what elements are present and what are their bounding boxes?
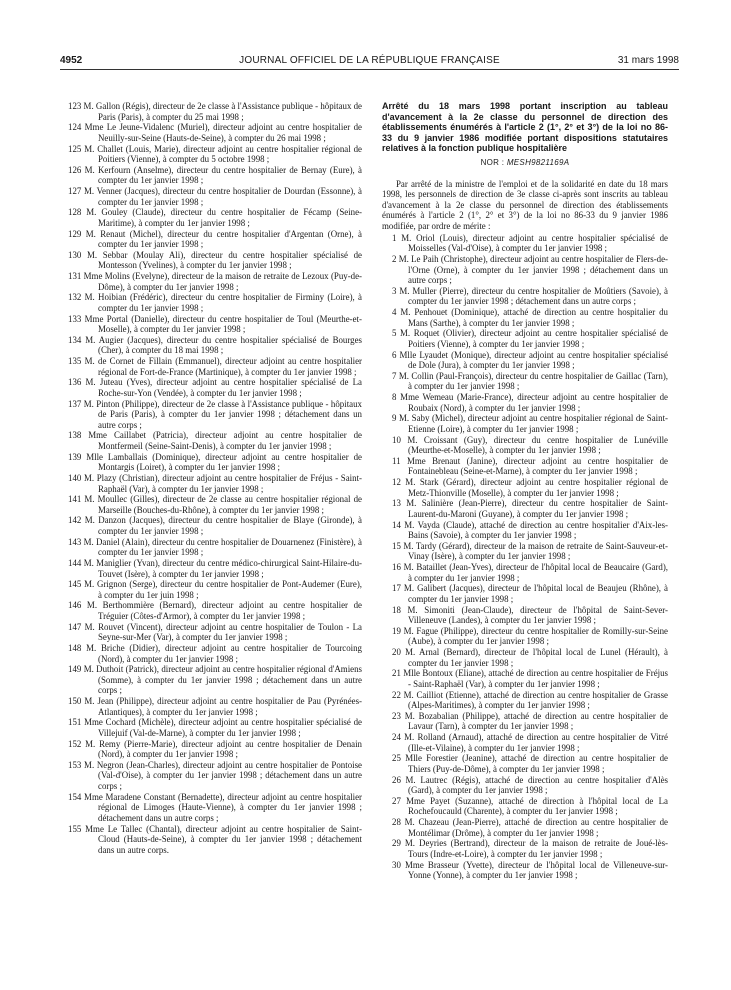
list-item: 17 M. Galibert (Jacques), directeur de l'hôpital local de Beaujeu (Rhône), à compter du 1er janvier 1998 ; xyxy=(392,583,668,604)
nor-reference xyxy=(382,158,668,169)
list-item: 144 M. Maniglier (Yvan), directeur du centre médico-chirurgical Saint-Hilaire-du-Touvet (Isère), à compter du 1er janvier 1998 ; xyxy=(68,557,362,579)
list-item: 125 M. Challet (Louis, Marie), directeur adjoint au centre hospitalier régional de Poitiers (Vienne), à compter du 5 octobre 1998 ; xyxy=(68,143,362,165)
list-item: 138 Mme Caillabet (Patricia), directeur adjoint au centre hospitalier de Montfermeil (Seine-Saint-Denis), à compter du 1er janvier 1998 ; xyxy=(68,430,362,451)
list-item: 129 M. Renaut (Michel), directeur du centre hospitalier d'Argentan (Orne), à compter du 1er janvier 1998 ; xyxy=(68,228,362,250)
list-item: 134 M. Augier (Jacques), directeur du centre hospitalier spécialisé de Bourges (Cher), à compter du 18 mai 1998 ; xyxy=(68,334,362,356)
list-item: 131 Mme Molins (Evelyne), directeur de la maison de retraite de Lezoux (Puy-de-Dôme), à compter du 1er janvier 1998 ; xyxy=(68,271,362,292)
list-item: 19 M. Fague (Philippe), directeur du centre hospitalier de Romilly-sur-Seine (Aube), à compter du 1er janvier 1998 ; xyxy=(392,625,668,647)
list-item: 147 M. Rouvet (Vincent), directeur adjoint au centre hospitalier de Toulon - La Seyne-sur-Mer (Var), à compter du 1er janvier 1998 ; xyxy=(68,621,362,643)
list-item: 6 Mlle Lyaudet (Monique), directeur adjoint au centre hospitalier spécialisé de Dole (Jura), à compter du 1er janvier 1998 ; xyxy=(392,349,668,371)
left-column xyxy=(68,101,362,855)
list-item: 28 M. Chazeau (Jean-Pierre), attaché de direction au centre hospitalier de Montélimar (Drôme), à compter du 1er janvier 1998 ; xyxy=(392,817,668,838)
page-number: 4952 xyxy=(60,55,83,66)
issue-date: 31 mars 1998 xyxy=(617,55,679,66)
list-item: 15 M. Tardy (Gérard), directeur de la maison de retraite de Saint-Sauveur-et-Vinay (Isère), à compter du 1er janvier 1998 ; xyxy=(392,540,668,562)
list-item: 130 M. Sebbar (Moulay Ali), directeur du centre hospitalier spécialisé de Montesson (Yvelines), à compter du 1er janvier 1998 ; xyxy=(68,249,362,271)
list-item: 127 M. Venner (Jacques), directeur du centre hospitalier de Dourdan (Essonne), à compter du 1er janvier 1998 ; xyxy=(68,186,362,207)
list-item: 141 M. Moullec (Gilles), directeur de 2e classe au centre hospitalier régional de Marseille (Bouches-du-Rhône), à compter du 1er janvier 1998 ; xyxy=(68,494,362,515)
list-item: 3 M. Muller (Pierre), directeur du centre hospitalier de Moûtiers (Savoie), à compter du 1er janvier 1998 ; détachement dans un autre corps ; xyxy=(392,285,668,307)
list-item: 149 M. Duthoit (Patrick), directeur adjoint au centre hospitalier régional d'Amiens (Somme), à compter du 1er janvier 1998 ; détachement dans un autre corps ; xyxy=(68,664,362,696)
list-item: 146 M. Berthommière (Bernard), directeur adjoint au centre hospitalier de Tréguier (Côtes-d'Armor), à compter du 1er janvier 1998 ; xyxy=(68,600,362,621)
arrete-intro: Par arrêté de la ministre de l'emploi et de la solidarité en date du 18 mars 1998, les personnels de direction de 3e classe ci-après sont inscrits au tableau d'avancement à la 2e classe du personnel de direction des établissements énumérés à l'article 2 (1°, 2° et 3°) de la loi no 86-33 du 9 janvier 1986 modifiée, par ordre de mérite : xyxy=(382,178,668,232)
list-item: 136 M. Juteau (Yves), directeur adjoint au centre hospitalier spécialisé de La Roche-sur-Yon (Vendée), à compter du 1er janvier 1998 ; xyxy=(68,377,362,398)
right-column xyxy=(382,101,668,881)
list-item: 14 M. Vayda (Claude), attaché de direction au centre hospitalier d'Aix-les-Bains (Savoie), à compter du 1er janvier 1998 ; xyxy=(392,519,668,541)
list-item: 142 M. Danzon (Jacques), directeur du centre hospitalier de Blaye (Gironde), à compter du 1er janvier 1998 ; xyxy=(68,515,362,536)
list-item: 21 Mlle Bontoux (Eliane), attaché de direction au centre hospitalier de Fréjus - Saint-Raphaël (Var), à compter du 1er janvier 1998 ; xyxy=(392,668,668,689)
list-item: 150 M. Jean (Philippe), directeur adjoint au centre hospitalier de Pau (Pyrénées-Atlantiques), à compter du 1er janvier 1998 ; xyxy=(68,696,362,717)
list-item: 124 Mme Le Jeune-Vidalenc (Muriel), directeur adjoint au centre hospitalier de Neuilly-sur-Seine (Hauts-de-Seine), à compter du 26 mai 1998 ; xyxy=(68,122,362,143)
journal-title: JOURNAL OFFICIEL DE LA RÉPUBLIQUE FRANÇAISE xyxy=(239,55,500,66)
list-item: 132 M. Hoibian (Frédéric), directeur du centre hospitalier de Firminy (Loire), à compter du 1er janvier 1998 ; xyxy=(68,292,362,313)
list-item: 4 M. Penhouet (Dominique), attaché de direction au centre hospitalier du Mans (Sarthe), à compter du 1er janvier 1998 ; xyxy=(392,307,668,328)
list-item: 140 M. Plazy (Christian), directeur adjoint au centre hospitalier de Fréjus - Saint-Raphaël (Var), à compter du 1er janvier 1998 ; xyxy=(68,472,362,494)
list-item: 155 Mme Le Tallec (Chantal), directeur adjoint au centre hospitalier de Saint-Cloud (Hauts-de-Seine), à compter du 1er janvier 1998 ; détachement dans un autre corps. xyxy=(68,823,362,855)
nor-label: NOR : xyxy=(480,157,505,167)
list-item: 151 Mme Cochard (Michèle), directeur adjoint au centre hospitalier spécialisé de Villejuif (Val-de-Marne), à compter du 1er janvier 1998 ; xyxy=(68,717,362,738)
nor-code: MESH9821169A xyxy=(506,157,570,167)
merit-list xyxy=(382,233,668,881)
list-item: 145 M. Grignon (Serge), directeur du centre hospitalier de Pont-Audemer (Eure), à compter du 1er juin 1998 ; xyxy=(68,579,362,600)
list-item: 10 M. Croissant (Guy), directeur du centre hospitalier de Lunéville (Meurthe-et-Moselle), à compter du 1er janvier 1998 ; xyxy=(392,434,668,456)
list-item: 152 M. Remy (Pierre-Marie), directeur adjoint au centre hospitalier de Denain (Nord), à compter du 1er janvier 1998 ; xyxy=(68,738,362,760)
list-item: 5 M. Roquet (Olivier), directeur adjoint au centre hospitalier spécialisé de Poitiers (Vienne), à compter du 1er janvier 1998 ; xyxy=(392,328,668,349)
list-item: 26 M. Lautrec (Régis), attaché de direction au centre hospitalier d'Alès (Gard), à compter du 1er janvier 1998 ; xyxy=(392,774,668,796)
list-item: 123 M. Gallon (Régis), directeur de 2e classe à l'Assistance publique - hôpitaux de Paris (Paris), à compter du 25 mai 1998 ; xyxy=(68,101,362,122)
list-item: 30 Mme Brasseur (Yvette), directeur de l'hôpital local de Villeneuve-sur-Yonne (Yonne), à compter du 1er janvier 1998 ; xyxy=(392,859,668,881)
list-item: 137 M. Pinton (Philippe), directeur de 2e classe à l'Assistance publique - hôpitaux de Paris (Paris), à compter du 1er janvier 1998 ; détachement dans un autre corps ; xyxy=(68,398,362,430)
list-item: 1 M. Oriol (Louis), directeur adjoint au centre hospitalier spécialisé de Moisselles (Val-d'Oise), à compter du 1er janvier 1998 ; xyxy=(392,232,668,254)
list-item: 13 M. Salinière (Jean-Pierre), directeur du centre hospitalier de Saint-Laurent-du-Maroni (Guyane), à compter du 1er janvier 1998 ; xyxy=(392,498,668,519)
list-item: 27 Mme Payet (Suzanne), attaché de direction à l'hôpital local de La Rochefoucauld (Charente), à compter du 1er janvier 1998 ; xyxy=(392,795,668,817)
list-item: 29 M. Deyries (Bertrand), directeur de la maison de retraite de Joué-lès-Tours (Indre-et-Loire), à compter du 1er janvier 1998 ; xyxy=(392,838,668,859)
list-item: 7 M. Collin (Paul-François), directeur du centre hospitalier de Gaillac (Tarn), à compter du 1er janvier 1998 ; xyxy=(392,370,668,392)
list-item: 2 M. Le Paih (Christophe), directeur adjoint au centre hospitalier de Flers-de-l'Orne (Orne), à compter du 1er janvier 1998 ; détachement dans un autre corps ; xyxy=(392,253,668,286)
list-item: 153 M. Negron (Jean-Charles), directeur adjoint au centre hospitalier de Pontoise (Val-d'Oise), à compter du 1er janvier 1998 ; détachement dans un autre corps ; xyxy=(68,759,362,791)
list-item: 16 M. Bataillet (Jean-Yves), directeur de l'hôpital local de Beaucaire (Gard), à compter du 1er janvier 1998 ; xyxy=(392,562,668,583)
list-item: 24 M. Rolland (Arnaud), attaché de direction au centre hospitalier de Vitré (Ille-et-Vilaine), à compter du 1er janvier 1998 ; xyxy=(392,732,668,753)
list-item: 9 M. Saby (Michel), directeur adjoint au centre hospitalier régional de Saint-Etienne (Loire), à compter du 1er janvier 1998 ; xyxy=(392,413,668,434)
list-item: 148 M. Briche (Didier), directeur adjoint au centre hospitalier de Tourcoing (Nord), à compter du 1er janvier 1998 ; xyxy=(68,642,362,664)
list-item: 11 Mme Brenaut (Janine), directeur adjoint au centre hospitalier de Fontainebleau (Seine-et-Marne), à compter du 1er janvier 1998 ; xyxy=(392,455,668,477)
list-item: 18 M. Simoniti (Jean-Claude), directeur de l'hôpital de Saint-Sever-Villeneuve (Landes), à compter du 1er janvier 1998 ; xyxy=(392,604,668,626)
list-item: 128 M. Gouley (Claude), directeur du centre hospitalier de Fécamp (Seine-Maritime), à compter du 1er janvier 1998 ; xyxy=(68,207,362,228)
list-item: 23 M. Bozabalian (Philippe), attaché de direction au centre hospitalier de Lavaur (Tarn), à compter du 1er janvier 1998 ; xyxy=(392,710,668,732)
list-item: 154 Mme Maradene Constant (Bernadette), directeur adjoint au centre hospitalier régional de Limoges (Haute-Vienne), à compter du 1er janvier 1998 ; détachement dans un autre corps ; xyxy=(68,791,362,823)
list-item: 20 M. Arnal (Bernard), directeur de l'hôpital local de Lunel (Hérault), à compter du 1er janvier 1998 ; xyxy=(392,647,668,668)
list-item: 22 M. Cailliot (Etienne), attaché de direction au centre hospitalier de Grasse (Alpes-Maritimes), à compter du 1er janvier 1998 ; xyxy=(392,689,668,711)
header-rule xyxy=(60,69,679,70)
list-item: 135 M. de Cornet de Fillain (Emmanuel), directeur adjoint au centre hospitalier régional de Fort-de-France (Martinique), à compter du 1er janvier 1998 ; xyxy=(68,356,362,377)
list-item: 25 Mlle Forestier (Jeanine), attaché de direction au centre hospitalier de Thiers (Puy-de-Dôme), à compter du 1er janvier 1998 ; xyxy=(392,753,668,774)
list-item: 143 M. Daniel (Alain), directeur du centre hospitalier de Douarnenez (Finistère), à compter du 1er janvier 1998 ; xyxy=(68,536,362,558)
list-item: 12 M. Stark (Gérard), directeur adjoint au centre hospitalier régional de Metz-Thionville (Moselle), à compter du 1er janvier 1998 ; xyxy=(392,477,668,498)
list-item: 139 Mlle Lamballais (Dominique), directeur adjoint au centre hospitalier de Montargis (Loiret), à compter du 1er janvier 1998 ; xyxy=(68,451,362,473)
list-item: 126 M. Kerfourn (Anselme), directeur du centre hospitalier de Bernay (Eure), à compter du 1er janvier 1998 ; xyxy=(68,164,362,186)
arrete-title: Arrêté du 18 mars 1998 portant inscription au tableau d'avancement à la 2e classe du personnel de direction des établissements énumérés à l'article 2 (1°, 2° et 3°) de la loi no 86-33 du 9 janvier 1986 modifiée portant dispositions statutaires relatives à la fonction publique hospitalière xyxy=(382,101,668,154)
list-item: 8 Mme Wemeau (Marie-France), directeur adjoint au centre hospitalier de Roubaix (Nord), à compter du 1er janvier 1998 ; xyxy=(392,392,668,413)
list-item: 133 Mme Portal (Danielle), directeur du centre hospitalier de Toul (Meurthe-et-Moselle), à compter du 1er janvier 1998 ; xyxy=(68,313,362,335)
